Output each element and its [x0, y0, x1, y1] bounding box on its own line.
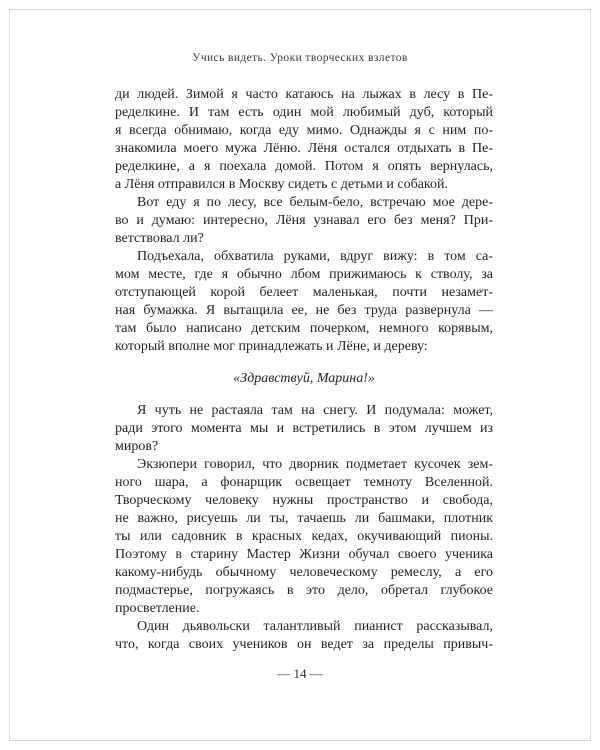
paragraph	[115, 248, 493, 356]
page-number: — 14 —	[277, 666, 323, 681]
text-line: который вполне мог принадлежать и Лёне, и дереву:	[115, 339, 428, 354]
text-line: знакомила моего мужа Лёню. Лёня остался отдыхать в Пе-	[115, 141, 493, 156]
text-line: Экзюпери говорил, что дворник подметает кусочек зем-	[137, 457, 493, 472]
text-line: Один дьявольски талантливый пианист рассказывал,	[137, 619, 493, 634]
text-line: Вот еду я по лесу, все белым-бело, встречаю мое дере-	[137, 195, 493, 210]
text-line: ного шара, а фонарщик освещает темноту Вселенной.	[115, 475, 493, 490]
text-line: отступающей корой белеет маленькая, почти незамет-	[115, 285, 493, 300]
paragraph	[115, 456, 493, 618]
text-line: мом месте, где я обычно лбом прижимаюсь к стволу, за	[115, 267, 493, 282]
text-line: ределкине. И там есть один мой любимый дуб, который	[115, 105, 493, 120]
running-header: Учись видеть. Уроки творческих взлетов	[192, 52, 408, 64]
text-line: там было написано детским почерком, немного корявым,	[115, 321, 493, 336]
paragraph	[115, 194, 493, 248]
text-line: ты или садовник в красных кедах, окучивающий пионы.	[115, 529, 493, 544]
text-line: подмастерье, погружаясь в это дело, обретал глубокое	[115, 583, 493, 598]
text-line: ная бумажка. Я вытащила ее, не без труда развернула —	[115, 303, 493, 318]
paragraph	[115, 618, 493, 654]
text-line: не важно, рисуешь ли ты, тачаешь ли башмаки, плотник	[115, 511, 493, 526]
text-line: просветление.	[115, 601, 200, 616]
text-line: ветствовал ли?	[115, 231, 204, 246]
text-line: Творческому человеку нужны пространство и свобода,	[115, 493, 493, 508]
paragraph	[115, 86, 493, 194]
text-line: ради этого момента мы и встретились в этом лучшем из	[115, 421, 493, 436]
text-line: что, когда своих учеников он ведет за пределы привыч-	[115, 637, 493, 652]
text-line: миров?	[115, 439, 159, 454]
text-line: ределкине, а я поехала домой. Потом я опять вернулась,	[115, 159, 493, 174]
paragraph	[115, 402, 493, 456]
text-line: Я чуть не растаяла там на снегу. И подумала: может,	[137, 403, 493, 418]
text-line: какому-нибудь обычному человеческому ремеслу, а его	[115, 565, 493, 580]
text-line: ди людей. Зимой я часто катаюсь на лыжах в лесу в Пе-	[115, 87, 493, 102]
text-line: я всегда обнимаю, когда еду мимо. Однажды я с ним по-	[115, 123, 493, 138]
text-line: Подъехала, обхватила руками, вдруг вижу: в том са-	[137, 249, 493, 264]
text-line: Поэтому в старину Мастер Жизни обучал своего ученика	[115, 547, 493, 562]
page-body	[115, 86, 493, 654]
text-line: во и думаю: интересно, Лёня узнавал его без меня? При-	[115, 213, 493, 228]
inline-quote: «Здравствуй, Марина!»	[233, 371, 375, 386]
text-line: а Лёня отправился в Москву сидеть с детьми и собакой.	[115, 177, 449, 192]
